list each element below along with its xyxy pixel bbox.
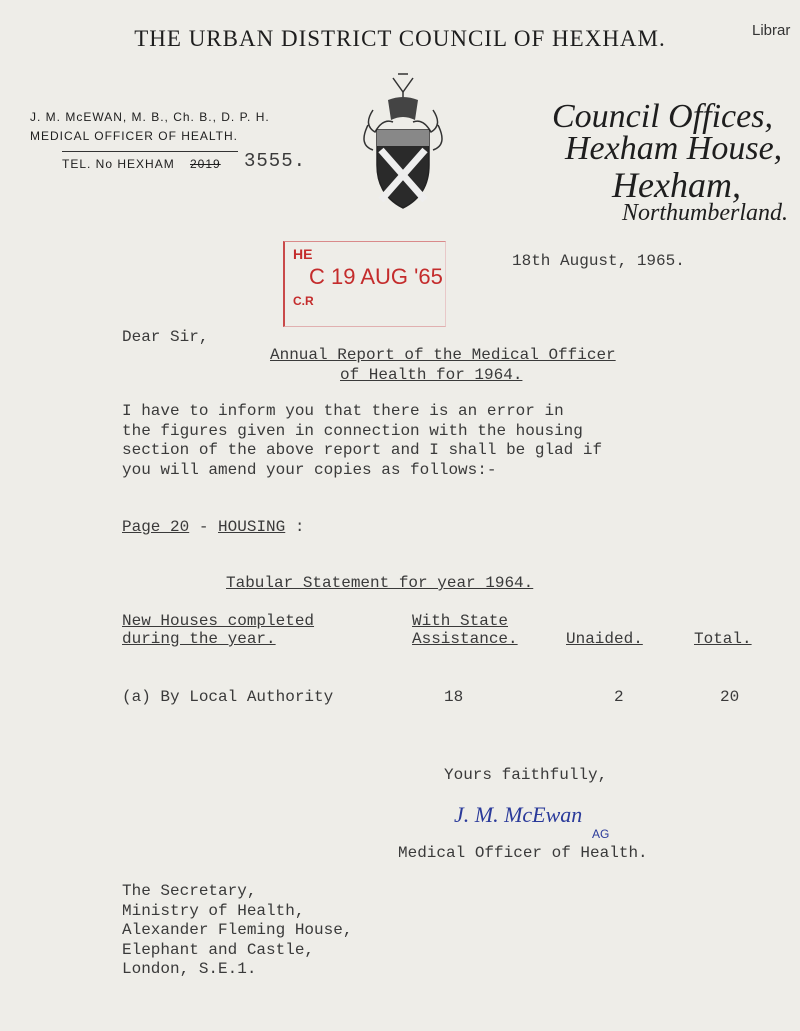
recipient-address: The Secretary, Ministry of Health, Alexander Fleming House, Elephant and Castle, London, S.E.1. xyxy=(122,882,353,978)
table-header-col3: Unaided. xyxy=(566,630,643,648)
stamp-date: C 19 AUG '65 xyxy=(309,264,443,289)
telephone-struck-code: 2019 xyxy=(190,157,221,171)
subject-line-2: of Health for 1964. xyxy=(340,366,523,384)
closing: Yours faithfully, xyxy=(444,766,608,784)
received-stamp xyxy=(283,241,446,327)
subject-line-1: Annual Report of the Medical Officer xyxy=(270,346,616,364)
stamp-line-3: C.R xyxy=(293,294,314,308)
table-title: Tabular Statement for year 1964. xyxy=(226,574,534,592)
page-ref-page: Page 20 xyxy=(122,518,190,536)
officer-title: MEDICAL OFFICER OF HEALTH. xyxy=(30,129,239,143)
table-header-col2-line2: Assistance. xyxy=(412,630,518,648)
signature-text: J. M. McEwan xyxy=(454,802,583,827)
letterhead-rule xyxy=(62,151,238,152)
table-header-col4: Total. xyxy=(694,630,752,648)
page-reference xyxy=(122,518,304,536)
address-line-3: Hexham, xyxy=(612,165,741,205)
table-cell-with-state: 18 xyxy=(444,688,464,706)
table-header-col1-line2: during the year. xyxy=(122,630,276,648)
telephone-label: TEL. No HEXHAM xyxy=(62,157,175,171)
library-mark: Librar xyxy=(752,22,791,39)
page-ref-section: HOUSING xyxy=(218,518,286,536)
body-paragraph: I have to inform you that there is an error in the figures given in connection with the housing section of the above report and I shall be glad if you will amend your copies as follows:- xyxy=(122,402,603,479)
page-ref-colon: : xyxy=(285,518,305,536)
stamp-line-1: HE xyxy=(293,246,313,262)
table-cell-unaided: 2 xyxy=(614,688,624,706)
page-ref-separator: - xyxy=(189,518,219,536)
telephone-number: 3555. xyxy=(244,150,307,172)
table-header-col1-line1: New Houses completed xyxy=(122,612,315,630)
signatory-title: Medical Officer of Health. xyxy=(398,844,648,862)
table-header-col2-line1: With State xyxy=(412,612,509,630)
handwritten-signature xyxy=(452,800,622,840)
address-line-2: Hexham House, xyxy=(565,130,783,167)
signature-initials: AG xyxy=(592,827,610,840)
council-heading: THE URBAN DISTRICT COUNCIL OF HEXHAM. xyxy=(134,26,666,51)
letter-date: 18th August, 1965. xyxy=(512,252,685,270)
coat-of-arms-icon xyxy=(353,70,453,212)
address-line-4: Northumberland. xyxy=(622,200,789,226)
salutation: Dear Sir, xyxy=(122,328,209,346)
officer-name: J. M. McEWAN, M. B., Ch. B., D. P. H. xyxy=(30,110,270,124)
table-row-label: (a) By Local Authority xyxy=(122,688,334,706)
address-line-1: Council Offices, xyxy=(552,98,773,135)
table-cell-total: 20 xyxy=(720,688,740,706)
